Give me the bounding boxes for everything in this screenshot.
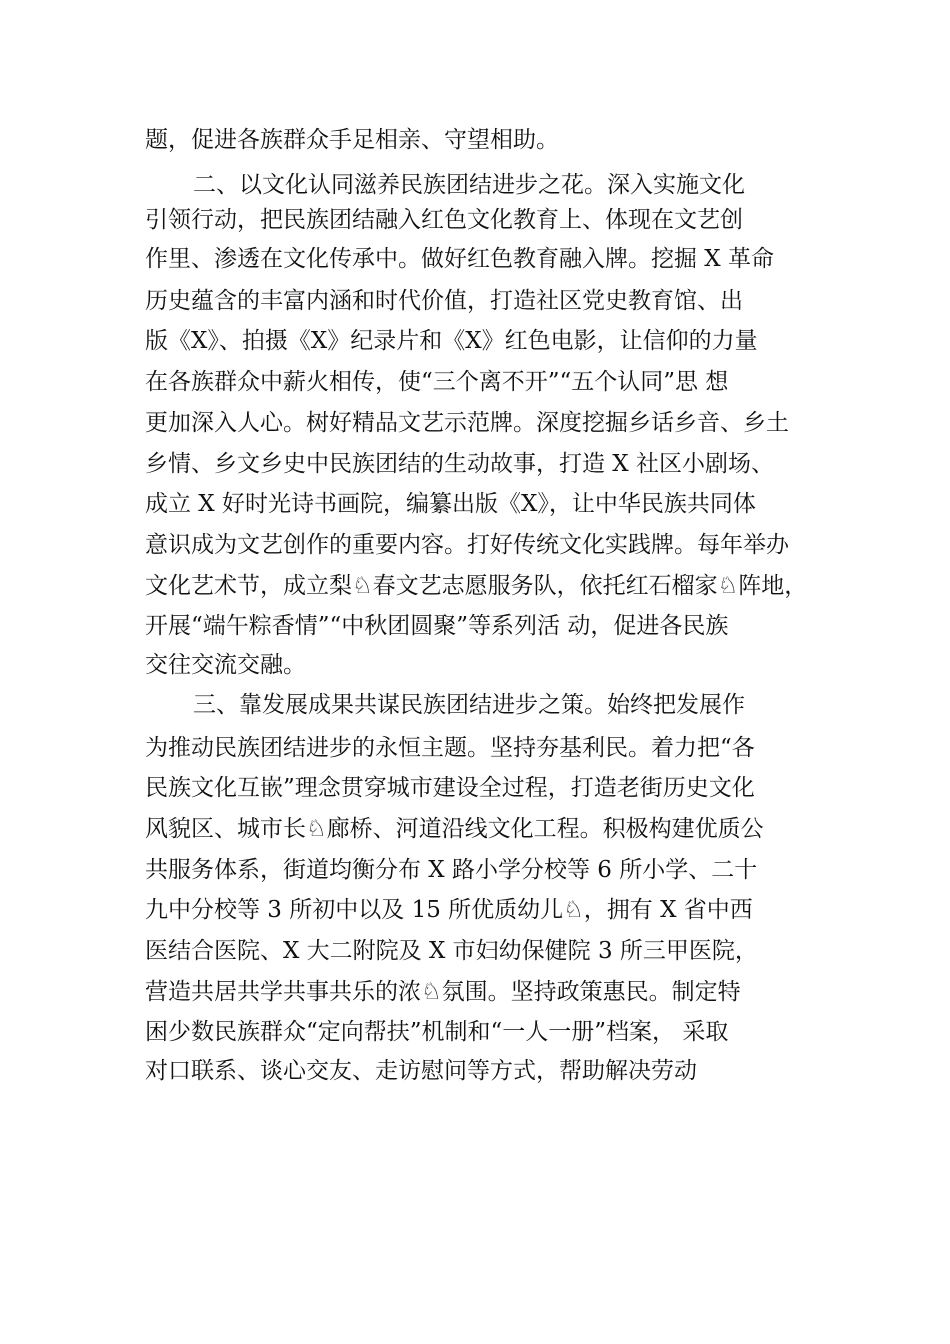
text-line: 意识成为文艺创作的重要内容。打好传统文化实践牌。每年举办 — [145, 532, 789, 558]
text-line: 风貌区、城市长♘廊桥、河道沿线文化工程。积极构建优质公 — [145, 816, 764, 842]
text-line: 交往交流交融。 — [145, 652, 306, 678]
text-line: 二、以文化认同滋养民族团结进步之花。深入实施文化 — [193, 172, 745, 198]
text-line: 民族文化互嵌”理念贯穿城市建设全过程，打造老街历史文化 — [145, 775, 755, 801]
text-line: 版《X》、拍摄《X》纪录片和《X》红色电影，让信仰的力量 — [145, 328, 758, 354]
text-line: 乡情、乡文乡史中民族团结的生动故事，打造 X 社区小剧场、 — [145, 451, 774, 477]
text-line: 九中分校等 3 所初中以及 15 所优质幼儿♘，拥有 X 省中西 — [145, 897, 753, 923]
text-line: 医结合医院、X 大二附院及 X 市妇幼保健院 3 所三甲医院， — [145, 938, 758, 964]
text-line: 三、靠发展成果共谋民族团结进步之策。始终把发展作 — [193, 692, 745, 718]
text-line: 题，促进各族群众手足相亲、守望相助。 — [145, 127, 559, 153]
text-line: 文化艺术节，成立梨♘春文艺志愿服务队，依托红石榴家♘阵地， — [145, 573, 808, 599]
text-line: 在各族群众中薪火相传，使“三个离不开”“五个认同”思 想 — [145, 369, 729, 395]
text-line: 更加深入人心。树好精品文艺示范牌。深度挖掘乡话乡音、乡土 — [145, 410, 789, 436]
text-line: 营造共居共学共事共乐的浓♘氛围。坚持政策惠民。制定特 — [145, 979, 741, 1005]
text-line: 开展“端午粽香情”“中秋团圆聚”等系列活 动，促进各民族 — [145, 613, 729, 639]
text-line: 作里、渗透在文化传承中。做好红色教育融入牌。挖掘 X 革命 — [145, 246, 774, 272]
text-line: 成立 X 好时光诗书画院，编纂出版《X》，让中华民族共同体 — [145, 491, 756, 517]
text-line: 为推动民族团结进步的永恒主题。坚持夯基利民。着力把“各 — [145, 735, 755, 761]
text-line: 引领行动，把民族团结融入红色文化教育上、体现在文艺创 — [145, 207, 743, 233]
text-line: 历史蕴含的丰富内涵和时代价值，打造社区党史教育馆、出 — [145, 288, 743, 314]
text-line: 困少数民族群众“定向帮扶”机制和“一人一册”档案， 采取 — [145, 1019, 729, 1045]
text-line: 对口联系、谈心交友、走访慰问等方式，帮助解决劳动 — [145, 1058, 697, 1084]
text-line: 共服务体系，街道均衡分布 X 路小学分校等 6 所小学、二十 — [145, 857, 758, 883]
